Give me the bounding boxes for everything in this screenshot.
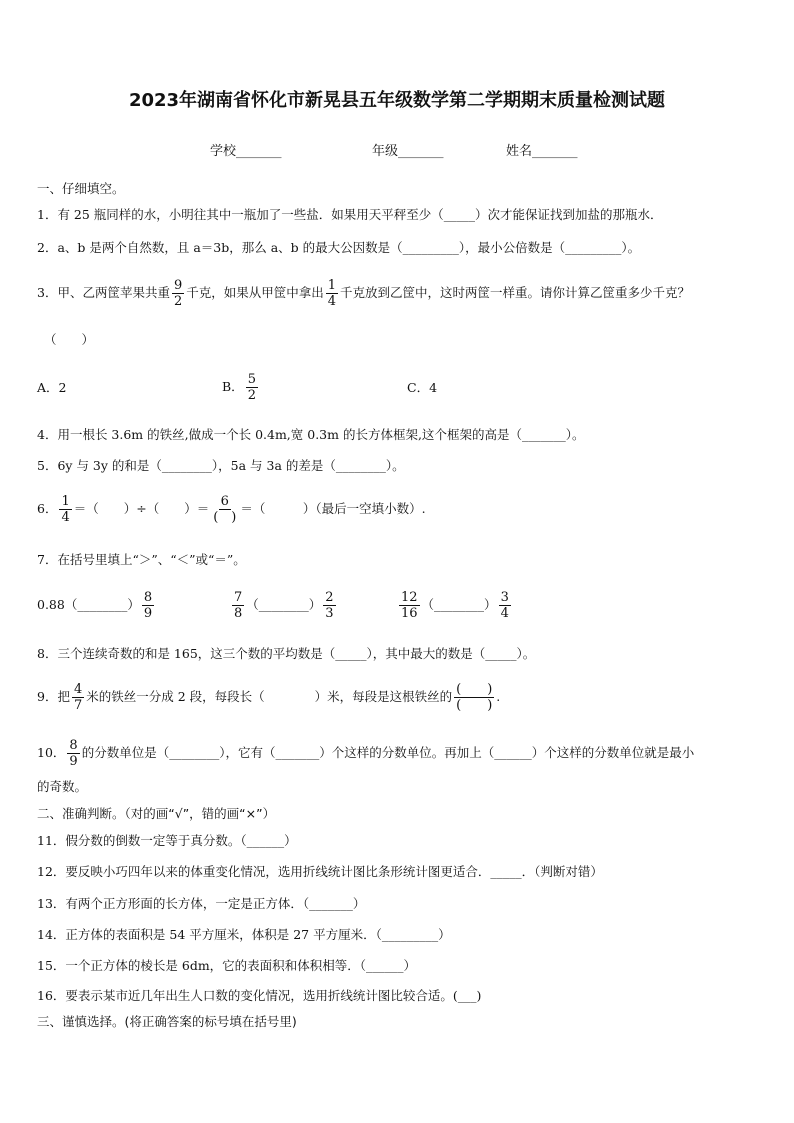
q9-text-post: . (496, 689, 501, 704)
question-6 (37, 494, 426, 525)
q10-numerator: 8 (69, 738, 78, 753)
question-16: 16．要表示某市近几年出生人口数的变化情况，选用折线统计图比较合适。(___) (37, 988, 482, 1003)
q3-f2-numerator: 1 (327, 278, 337, 293)
q6-text-post: ＝（ ）（最后一空填小数）. (240, 501, 426, 516)
q6-f2-denominator: ( ) (213, 510, 237, 525)
q3-optb-numerator: 5 (247, 372, 256, 387)
q7-compare-b (230, 590, 338, 621)
question-7: 7．在括号里填上“＞”、“＜”或“＝”。 (37, 552, 246, 567)
question-14: 14．正方体的表面积是 54 平方厘米，体积是 27 平方厘米．（_________） (37, 927, 451, 942)
q3-answer-paren: （ ） (44, 332, 95, 347)
q9-text-mid: 米的铁丝一分成 2 段，每段长（ ）米，每段是这根铁丝的 (86, 689, 453, 704)
q7c-left-denominator: 16 (401, 606, 418, 621)
question-11: 11．假分数的倒数一定等于真分数。（______） (37, 833, 297, 848)
q7c-blank: （________） (421, 597, 497, 612)
q6-fraction-2 (211, 494, 238, 525)
q6-f1-numerator: 1 (61, 494, 70, 509)
name-field: 姓名_______ (506, 144, 578, 159)
q10-label: 10． (37, 745, 66, 760)
q7b-right-denominator: 3 (325, 606, 334, 621)
page-title: 2023年湖南省怀化市新晃县五年级数学第二学期期末质量检测试题 (128, 90, 666, 111)
q7a-denominator: 9 (143, 606, 153, 621)
question-2: 2．a、b 是两个自然数，且 a＝3b，那么 a、b 的最大公因数是（_________），最小公倍数是（_________）。 (37, 240, 641, 255)
q3-option-b-fraction (246, 372, 258, 403)
question-1: 1．有 25 瓶同样的水，小明往其中一瓶加了一些盐．如果用天平秤至少（_____）次才能保证找到加盐的那瓶水． (37, 207, 663, 222)
q3-option-c: C．4 (407, 380, 438, 395)
q7c-left-numerator: 12 (401, 590, 418, 605)
q3-option-b-label: B． (222, 379, 244, 394)
q9-fraction (72, 682, 84, 713)
q7b-fraction-right (323, 590, 335, 621)
q7b-right-numerator: 2 (325, 590, 334, 605)
section-1-heading: 一、仔细填空。 (37, 181, 125, 196)
q7c-fraction-right (499, 590, 511, 621)
q10-continuation: 的奇数。 (37, 779, 88, 794)
q7-compare-a (37, 590, 156, 621)
q9-blank-numerator: ( ) (456, 682, 493, 697)
q7a-numerator: 8 (143, 590, 153, 605)
q9-blank-denominator: ( ) (456, 698, 493, 713)
q7b-blank: （________） (246, 597, 322, 612)
q9-blank-fraction (454, 682, 494, 713)
q7c-right-denominator: 4 (500, 606, 509, 621)
q7c-fraction-left (399, 590, 420, 621)
question-10 (37, 738, 694, 769)
question-12: 12．要反映小巧四年以来的体重变化情况，选用折线统计图比条形统计图更适合．_____．（判断对错） (37, 864, 603, 879)
question-3 (37, 278, 690, 309)
section-3-heading: 三、谨慎选择。(将正确答案的标号填在括号里) (37, 1014, 297, 1029)
question-8: 8．三个连续奇数的和是 165，这三个数的平均数是（_____），其中最大的数是（_____）。 (37, 646, 536, 661)
q3-text-pre: 3．甲、乙两筐苹果共重 (37, 285, 170, 300)
q6-text-mid: ＝（ ）÷（ ）＝ (73, 501, 210, 516)
q7a-fraction (142, 590, 154, 621)
q7a-left: 0.88（________） (37, 597, 140, 612)
q7c-right-numerator: 3 (500, 590, 509, 605)
q3-optb-denominator: 2 (247, 388, 256, 403)
q6-f2-numerator: 6 (220, 494, 229, 509)
question-15: 15．一个正方体的棱长是 6dm，它的表面积和体积相等．（______） (37, 958, 416, 973)
q9-numerator: 4 (73, 682, 83, 697)
school-field: 学校_______ (210, 144, 282, 159)
q6-fraction-1 (59, 494, 71, 525)
q9-text-pre: 9．把 (37, 689, 70, 704)
q3-fraction-2 (326, 278, 338, 309)
q3-fraction-1 (172, 278, 184, 309)
q3-f2-denominator: 4 (327, 294, 337, 309)
q10-fraction (67, 738, 79, 769)
question-5: 5．6y 与 3y 的和是（________），5a 与 3a 的差是（________）。 (37, 458, 405, 473)
section-2-heading: 二、准确判断。（对的画“√”，错的画“×”） (37, 806, 276, 821)
q7b-left-numerator: 7 (234, 590, 243, 605)
q3-text-mid: 千克，如果从甲筐中拿出 (186, 285, 324, 300)
q10-denominator: 9 (69, 754, 78, 769)
q3-f1-denominator: 2 (173, 294, 183, 309)
question-13: 13．有两个正方形面的长方体，一定是正方体．（_______） (37, 896, 366, 911)
q3-option-b (222, 372, 260, 403)
q7b-fraction-left (232, 590, 244, 621)
q6-label: 6． (37, 501, 58, 516)
grade-field: 年级_______ (372, 144, 444, 159)
q7b-left-denominator: 8 (234, 606, 243, 621)
question-9 (37, 682, 500, 713)
q7-compare-c (397, 590, 513, 621)
question-4: 4．用一根长 3.6m 的铁丝,做成一个长 0.4m,宽 0.3m 的长方体框架,这个框架的高是（_______）。 (37, 427, 585, 442)
q10-text: 的分数单位是（________），它有（_______）个这样的分数单位。再加上（______）个这样的分数单位就是最小 (81, 745, 695, 760)
q9-denominator: 7 (73, 698, 83, 713)
q3-option-a: A．2 (37, 380, 67, 395)
q6-f1-denominator: 4 (61, 510, 70, 525)
q3-text-post: 千克放到乙筐中，这时两筐一样重。请你计算乙筐重多少千克？ (340, 285, 691, 300)
q3-f1-numerator: 9 (173, 278, 183, 293)
